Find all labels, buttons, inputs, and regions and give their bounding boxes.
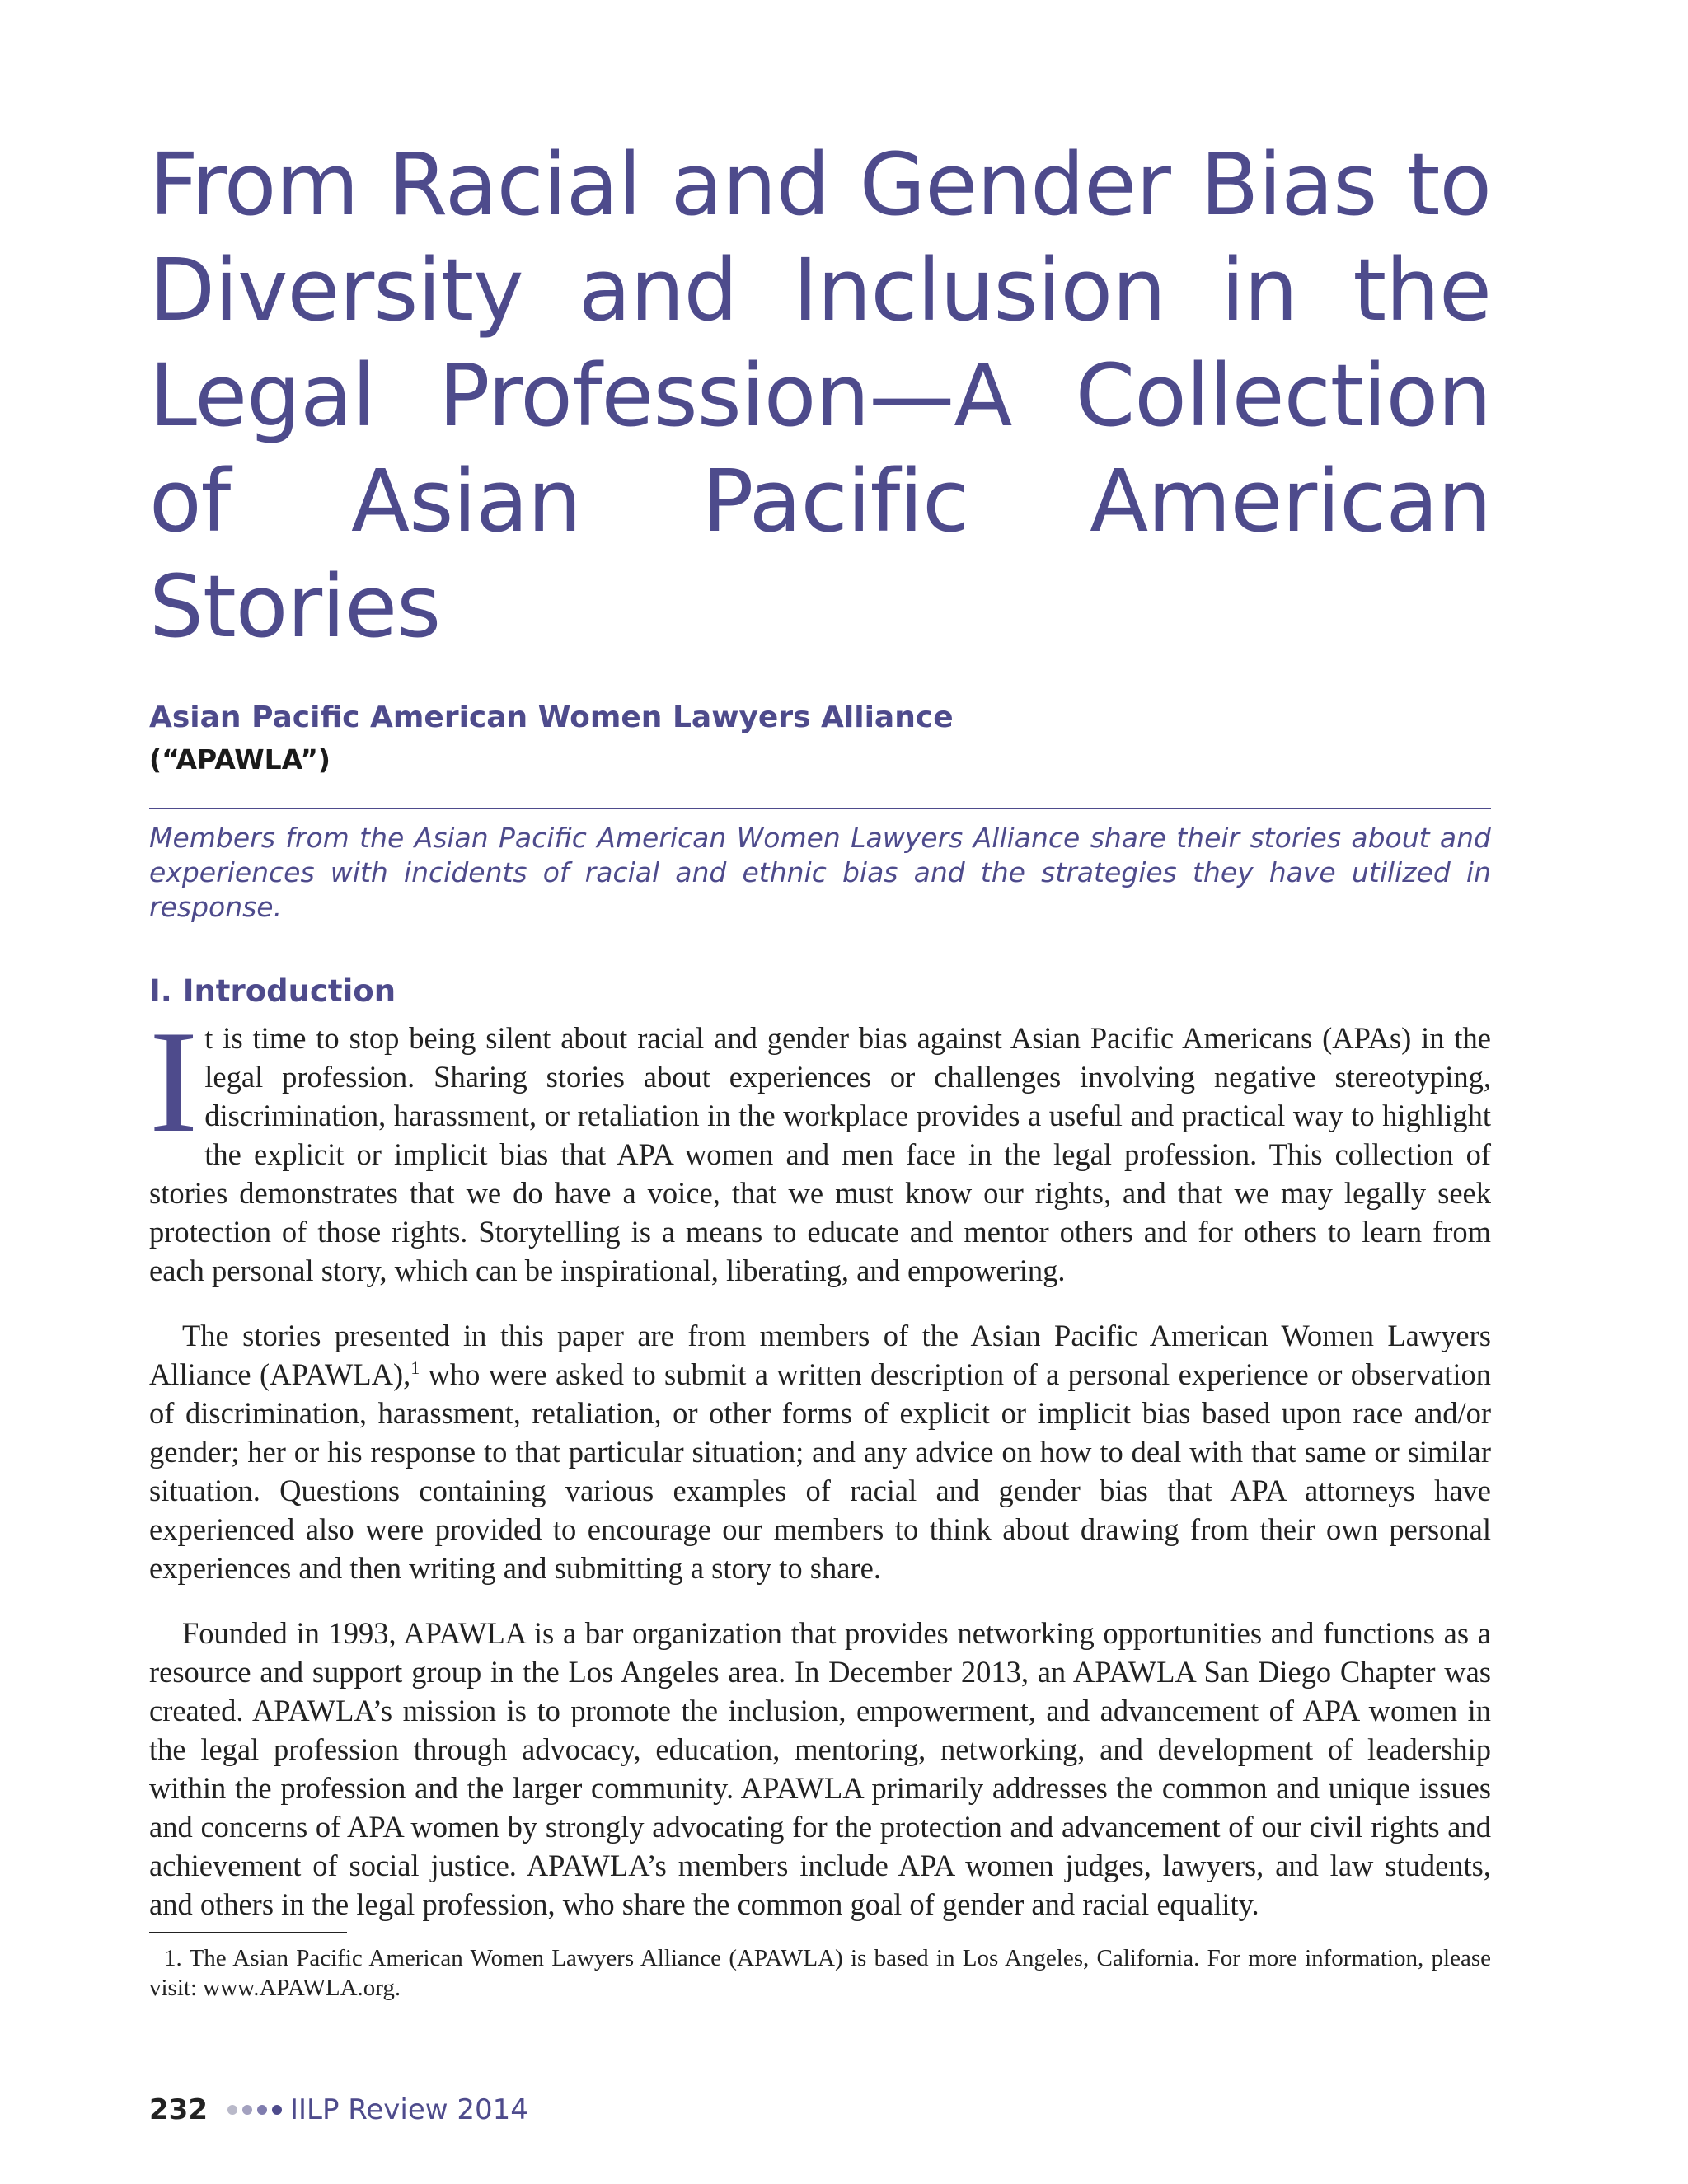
page-number: 232 [149, 2093, 208, 2126]
author-abbreviation: (“APAWLA”) [149, 743, 331, 776]
paragraph-3: Founded in 1993, APAWLA is a bar organization that provides networking opportunities and functions as a resource and support group in the Los Angeles area. In December 2013, an APAWLA San Diego Chapter was created. APAWLA’s mission is to promote the inclusion, empowerment, and advancement of APA women in the legal profession through advocacy, education, mentoring, networking, and development of leadership within the profession and the larger community. APAWLA primarily addresses the common and unique issues and concerns of APA women by strongly advocating for the protection and advancement of our civil rights and achievement of social justice. APAWLA’s members include APA women judges, lawyers, and law students, and others in the legal profession, who share the common goal of gender and racial equality. [149, 1616, 1491, 1921]
paragraph-1 [149, 1000, 1491, 1290]
article-title: From Racial and Gender Bias to Diversity and Inclusion in the Legal Profession—A Collection of Asian Pacific American Stories [149, 134, 1491, 657]
section-heading: I. Introduction [149, 973, 396, 1009]
paragraph-2-text-b: who were asked to submit a written description of a personal experience or observation of discrimination, harassment, retaliation, or other forms of explicit or implicit bias based upon race and/or gender; her or his response to that particular situation; and any advice on how to deal with that same or similar situation. Questions containing various examples of racial and gender bias that APA attorneys have experienced also were provided to encourage our members to think about drawing from their own personal experiences and then writing and submitting a story to share. [149, 1357, 1491, 1585]
footer-dot [242, 2105, 252, 2115]
footnote-ref[interactable]: 1 [410, 1357, 420, 1378]
footer-dot [257, 2105, 267, 2115]
author-name: Asian Pacific American Women Lawyers Alliance [149, 701, 954, 734]
footer-dot [272, 2105, 282, 2115]
paragraph-1-text: t is time to stop being silent about racial and gender bias against Asian Pacific Americans (APAs) in the legal profession. Sharing stories about experiences or challenges involving negative stereotyping, discrimination, harassment, or retaliation in the workplace provides a useful and practical way to highlight the explicit or implicit bias that APA women and men face in the legal profession. This collection of stories demonstrates that we do have a voice, that we must know our rights, and that we may legally seek protection of those rights. Storytelling is a means to educate and mentor others and for others to learn from each personal story, which can be inspirational, liberating, and empowering. [149, 1021, 1491, 1287]
footer-dot [227, 2105, 237, 2115]
paragraph-2 [149, 1316, 1491, 1587]
abstract: Members from the Asian Pacific American Women Lawyers Alliance share their stories about and experiences with incidents of racial and ethnic bias and the strategies they have utilized in response. [149, 822, 1491, 923]
journal-name: IILP Review 2014 [289, 2093, 528, 2126]
drop-cap: I [149, 1000, 199, 1163]
footnote: 1. The Asian Pacific American Women Lawyers Alliance (APAWLA) is based in Los Angeles, California. For more information, please visit: www.APAWLA.org. [149, 1945, 1491, 2001]
page-footer [149, 2093, 528, 2126]
divider [149, 808, 1491, 809]
footer-dots-icon [227, 2105, 282, 2115]
footnote-divider [149, 1932, 347, 1933]
paragraph-2-text-a: The stories presented in this paper are from members of the Asian Pacific American Women Lawyers Alliance (APAWLA), [149, 1319, 1491, 1391]
article [149, 132, 1491, 2003]
